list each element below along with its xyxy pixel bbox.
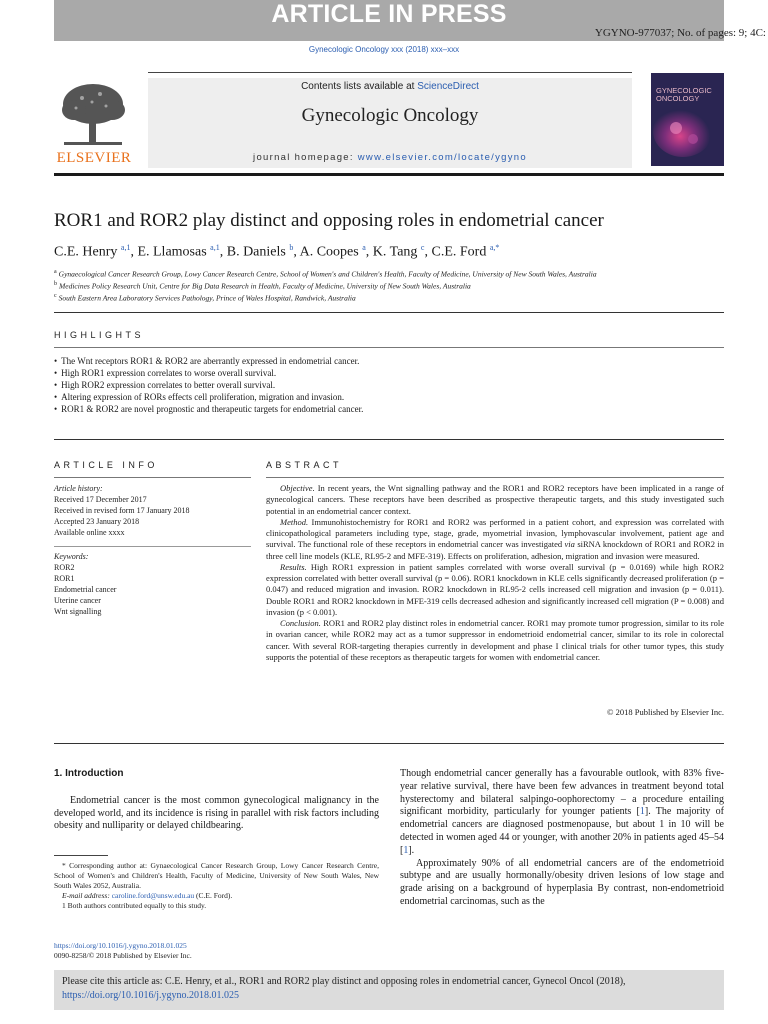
article-info-heading: ARTICLE INFO xyxy=(54,460,158,470)
corresponding-author-note: * Corresponding author at: Gynaecological Cancer Research Group, Lowy Cancer Research Centre, School of Women's and Children's Health, Faculty of Medicine, University of New South Wales, New South Wales 2052, Australia. xyxy=(54,861,379,890)
abstract-objective: Objective. In recent years, the Wnt signalling pathway and the ROR1 and ROR2 receptors have been implicated in a range of gynecological cancers. These receptors have been described as prospective therapeutic targets, and this study investigated such potential in an endometrial cancer context. xyxy=(266,483,724,516)
affiliation-c: $^c$ South Eastern Area Laboratory Services Pathology, Prince of Wales Hospital, Randwick, Australia xyxy=(54,293,356,303)
history-accepted: Accepted 23 January 2018 xyxy=(54,517,140,526)
doi-block xyxy=(54,941,192,961)
author-separator: , xyxy=(365,244,373,260)
author-list xyxy=(54,243,499,261)
author-name[interactable]: B. Daniels xyxy=(226,244,290,260)
article-info-rule xyxy=(54,477,251,478)
article-info-box xyxy=(54,483,251,617)
keywords-rule xyxy=(54,546,251,547)
footnotes xyxy=(54,861,379,911)
journal-homepage xyxy=(148,152,632,163)
banner-title: ARTICLE IN PRESS xyxy=(271,0,507,28)
sciencedirect-link[interactable]: ScienceDirect xyxy=(417,81,479,92)
reference-link[interactable]: 1 xyxy=(403,844,409,856)
author-name[interactable]: A. Coopes xyxy=(299,244,363,260)
body-right-column xyxy=(400,768,724,909)
journal-cover-image xyxy=(651,73,724,166)
masthead-bottom-rule xyxy=(54,173,724,176)
citation-box xyxy=(54,970,724,1010)
issn-line: 0090-8258/© 2018 Published by Elsevier Inc. xyxy=(54,951,192,960)
contents-prefix: Contents lists available at xyxy=(301,81,418,92)
highlight-item: • High ROR1 expression correlates to worse overall survival. xyxy=(54,367,724,379)
article-title: ROR1 and ROR2 play distinct and opposing roles in endometrial cancer xyxy=(54,210,604,231)
keyword: ROR2 xyxy=(54,563,75,572)
abstract-bottom-rule xyxy=(54,743,724,744)
cover-title-line-1: GYNECOLOGIC xyxy=(656,86,712,95)
author-affiliation-mark: a,1 xyxy=(120,243,131,252)
keyword: Endometrial cancer xyxy=(54,585,117,594)
affiliation-b: $^b$ Medicines Policy Research Unit, Centre for Big Data Research in Health, Faculty of Medicine, University of New South Wales, Australia xyxy=(54,281,471,291)
author-name[interactable]: K. Tang xyxy=(372,244,421,260)
author-affiliation-mark: a xyxy=(362,243,366,252)
equal-contribution-note: 1 Both authors contributed equally to this study. xyxy=(62,901,207,910)
highlight-item: • The Wnt receptors ROR1 & ROR2 are aberrantly expressed in endometrial cancer. xyxy=(54,355,724,367)
abstract-conclusion: Conclusion. ROR1 and ROR2 play distinct roles in endometrial cancer. ROR1 may promote tumor progression, similar to its role in ovarian cancer, while ROR2 may act as a tumor suppressor in endometrioid endometrial cancer, similar to its role in colorectal cancer. With several ROR-targeting therapies currently in development and phase I clinical trials for other tumor types, this study supports the potential of these receptors as therapeutic targets for women with endometrial cancer. xyxy=(266,618,724,662)
keyword: Uterine cancer xyxy=(54,596,101,605)
author-affiliation-mark: c xyxy=(420,243,425,252)
highlights-top-rule xyxy=(54,312,724,313)
highlights-list xyxy=(54,355,724,415)
manuscript-code: YGYNO-977037; No. of pages: 9; 4C: xyxy=(594,27,766,39)
history-revised: Received in revised form 17 January 2018 xyxy=(54,506,190,515)
citation-text: Please cite this article as: C.E. Henry, et al., ROR1 and ROR2 play distinct and opposing roles in endometrial cancer, Gynecol Oncol (2018), https://doi.org/10.1016/j.ygyno.2018.01.025 xyxy=(62,976,626,1001)
intro-paragraph: Though endometrial cancer generally has a favourable outlook, with 83% five-year relative survival, there have been few advances in treatment beyond total hysterectomy and bilateral salpingo-oophorectomy – a procedure entailing significant morbidity, particularly for younger patients [1]. The majority of endometrial cancers are diagnosed postmenopause, but about 1 in 10 will be detected in women aged 44 or younger, with another 20% in patients aged 45–54 [1]. xyxy=(400,768,724,856)
highlight-item: • Altering expression of RORs effects cell proliferation, migration and invasion. xyxy=(54,391,724,403)
body-left-column xyxy=(54,795,379,833)
history-received: Received 17 December 2017 xyxy=(54,495,147,504)
copyright-notice: © 2018 Published by Elsevier Inc. xyxy=(607,707,724,717)
abstract-method: Method. Immunohistochemistry for ROR1 and ROR2 was performed in a patient cohort, and expression was correlated with clinicopathological parameters including type, stage, grade, myometrial invasion, lymphovascular involvement, patient age and survival. The functional role of these receptors in endometrial cancer was investigated via siRNA knockdown of ROR1 and ROR2 in three cell line models (KLE, RL95-2 and MFE-319). Effects on proliferation, adhesion, migration and invasion were measured. xyxy=(266,516,724,561)
journal-masthead xyxy=(148,78,632,168)
author-separator: , xyxy=(130,244,138,260)
keyword: ROR1 xyxy=(54,574,75,583)
abstract-results: Results. High ROR1 expression in patient samples correlated with worse overall survival (p = 0.0169) while high ROR2 expression correlated with better overall survival (p = 0.06). ROR1 knockdown in KLE cells significantly decreased proliferation (p = 0.047) and reduced migration and invasion. ROR2 knockdown in RL95-2 cells increased cell migration and invasion (p = 0.011). Double ROR1 and ROR2 knockdown in MFE-319 cells decreased adhesion and significantly increased cell migration (P = 0.008) and invasion (p < 0.001). xyxy=(266,561,724,617)
elsevier-wordmark: ELSEVIER xyxy=(56,150,132,166)
abstract-heading: ABSTRACT xyxy=(266,460,343,470)
highlight-item: • High ROR2 expression correlates to better overall survival. xyxy=(54,379,724,391)
email-note: E-mail address: caroline.ford@unsw.edu.au (C.E. Ford). xyxy=(62,891,233,900)
journal-citation: Gynecologic Oncology xxx (2018) xxx–xxx xyxy=(308,45,460,54)
affiliation-a: $^a$ Gynaecological Cancer Research Group, Lowy Cancer Research Centre, School of Women's and Children's Health, Faculty of Medicine, University of New South Wales, Australia xyxy=(54,269,597,279)
homepage-link[interactable]: www.elsevier.com/locate/ygyno xyxy=(357,152,527,163)
abstract-rule xyxy=(266,477,724,478)
author-affiliation-mark: a,* xyxy=(489,243,500,252)
intro-paragraph: Endometrial cancer is the most common gynecological malignancy in the developed world, and its incidence is rising in parallel with risk factors including obesity and nulliparity or delayed childbearing. xyxy=(54,795,379,832)
highlights-sub-rule xyxy=(54,347,724,348)
author-name[interactable]: C.E. Ford xyxy=(431,244,490,260)
journal-name: Gynecologic Oncology xyxy=(301,105,479,126)
cover-title-line-2: ONCOLOGY xyxy=(656,94,700,103)
highlight-item: • ROR1 & ROR2 are novel prognostic and therapeutic targets for endometrial cancer. xyxy=(54,403,724,415)
author-name[interactable]: C.E. Henry xyxy=(54,244,121,260)
author-affiliation-mark: a,1 xyxy=(210,243,220,252)
intro-paragraph: Approximately 90% of all endometrial cancers are of the endometrioid subtype and are usually hormonally/obesity driven lesions of low stage and grade arising on a background of hyperplasia By contrast, non-endometrioid endometrial carcinomas, such as the xyxy=(400,857,724,907)
keywords-label: Keywords: xyxy=(54,552,89,561)
author-name[interactable]: E. Llamosas xyxy=(137,244,211,260)
author-separator: , xyxy=(219,244,227,260)
introduction-heading: 1. Introduction xyxy=(54,768,124,779)
highlights-bottom-rule xyxy=(54,439,724,440)
keyword: Wnt signalling xyxy=(54,607,102,616)
author-separator: , xyxy=(424,244,432,260)
homepage-prefix: journal homepage: xyxy=(253,152,358,163)
history-online: Available online xxxx xyxy=(54,528,125,537)
doi-link[interactable]: https://doi.org/10.1016/j.ygyno.2018.01.025 xyxy=(54,941,187,950)
email-link[interactable]: caroline.ford@unsw.edu.au xyxy=(111,891,195,900)
author-affiliation-mark: b xyxy=(289,243,294,252)
history-label: Article history: xyxy=(54,484,103,493)
masthead-top-rule xyxy=(148,72,632,73)
contents-line xyxy=(148,81,632,92)
highlights-heading: HIGHLIGHTS xyxy=(54,330,145,340)
abstract-body xyxy=(266,483,724,663)
author-separator: , xyxy=(293,244,300,260)
footnote-rule xyxy=(54,855,108,856)
citation-doi-link[interactable]: https://doi.org/10.1016/j.ygyno.2018.01.025 xyxy=(62,990,240,1001)
reference-link[interactable]: 1 xyxy=(639,806,645,818)
